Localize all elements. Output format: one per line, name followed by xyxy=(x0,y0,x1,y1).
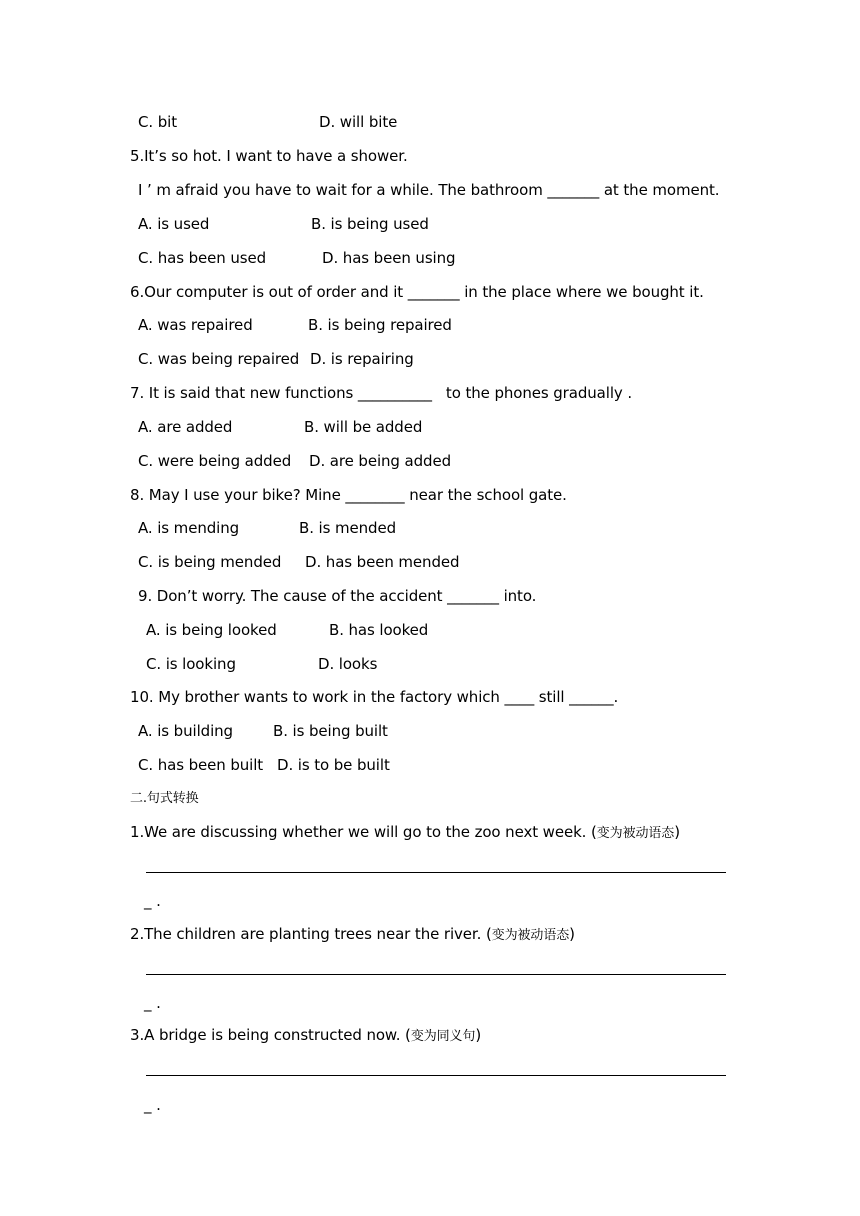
option-a: A. is mending xyxy=(138,519,240,537)
question-10: 10. My brother wants to work in the factory which ____ still ______. xyxy=(130,688,619,706)
option-b: B. has looked xyxy=(329,621,429,639)
option-c: C. bit xyxy=(138,113,177,131)
answer-line[interactable] xyxy=(146,974,726,975)
rewrite-item-1: 1.We are discussing whether we will go to the zoo next week. (变为被动语态) xyxy=(130,823,680,841)
option-c: C. were being added xyxy=(138,452,292,470)
option-b: B. is being built xyxy=(273,722,388,740)
option-b: B. is being used xyxy=(311,215,429,233)
answer-line[interactable] xyxy=(146,872,726,873)
question-5: 5.It’s so hot. I want to have a shower. xyxy=(130,147,408,165)
answer-line-tail: _ . xyxy=(144,994,161,1012)
answer-line-tail: _ . xyxy=(144,1096,161,1114)
option-d: D. is repairing xyxy=(310,350,414,368)
question-5-cont: I ’ m afraid you have to wait for a while. The bathroom _______ at the moment. xyxy=(138,181,720,199)
rewrite-item-3: 3.A bridge is being constructed now. (变为同义句) xyxy=(130,1026,482,1044)
option-b: B. is being repaired xyxy=(308,316,452,334)
question-8: 8. May I use your bike? Mine ________ near the school gate. xyxy=(130,486,567,504)
option-c: C. was being repaired xyxy=(138,350,300,368)
option-c: C. is looking xyxy=(146,655,236,673)
rewrite-item-2: 2.The children are planting trees near the river. (变为被动语态) xyxy=(130,925,575,943)
question-7: 7. It is said that new functions __________ to the phones gradually . xyxy=(130,384,633,402)
question-6: 6.Our computer is out of order and it _______ in the place where we bought it. xyxy=(130,283,704,301)
option-b: B. will be added xyxy=(304,418,423,436)
option-a: A. are added xyxy=(138,418,233,436)
answer-line-tail: _ . xyxy=(144,892,161,910)
option-c: C. has been built xyxy=(138,756,264,774)
answer-line[interactable] xyxy=(146,1075,726,1076)
option-d: D. looks xyxy=(318,655,378,673)
option-d: D. has been mended xyxy=(305,553,460,571)
option-a: A. is being looked xyxy=(146,621,277,639)
option-a: A. is building xyxy=(138,722,233,740)
question-9: 9. Don’t worry. The cause of the accident _______ into. xyxy=(138,587,537,605)
option-a: A. was repaired xyxy=(138,316,253,334)
option-d: D. are being added xyxy=(309,452,452,470)
option-c: C. has been used xyxy=(138,249,267,267)
option-c: C. is being mended xyxy=(138,553,282,571)
option-d: D. will bite xyxy=(319,113,398,131)
option-a: A. is used xyxy=(138,215,210,233)
option-b: B. is mended xyxy=(299,519,396,537)
option-d: D. is to be built xyxy=(277,756,390,774)
option-d: D. has been using xyxy=(322,249,456,267)
section-heading: 二.句式转换 xyxy=(130,791,199,806)
